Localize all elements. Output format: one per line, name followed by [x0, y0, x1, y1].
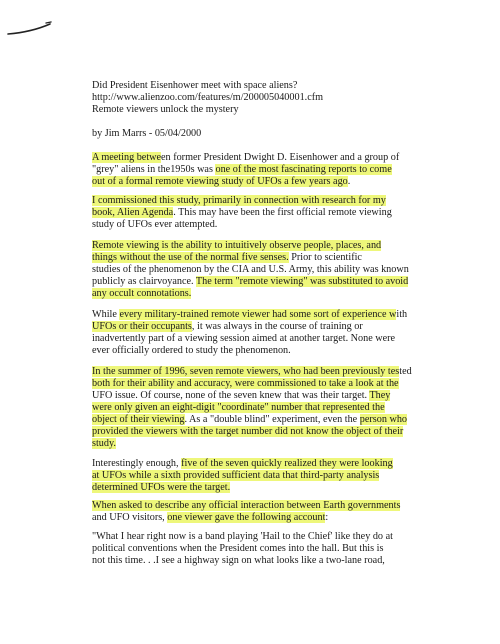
article-subtitle: Remote viewers unlock the mystery — [92, 104, 239, 115]
text-segment: political conventions when the President comes into the hall. But this is — [92, 543, 384, 554]
text-line — [92, 264, 412, 276]
text-line — [92, 207, 412, 219]
highlighted-text: were only given an eight-digit "coordinate" number that represented the — [92, 402, 385, 413]
text-line — [92, 470, 412, 482]
text-line — [92, 345, 412, 357]
highlighted-text: one of the most fascinating reports to come — [215, 164, 392, 175]
highlighted-text: things without the use of the normal five senses. — [92, 252, 289, 263]
highlighted-text: every military-trained remote viewer had some sort of experience w — [119, 309, 397, 320]
text-segment: publicly as clairvoyance. — [92, 276, 196, 287]
highlighted-text: When asked to describe any official interaction between Earth governments — [92, 500, 401, 511]
text-segment: en former President Dwight D. Eisenhower and a group of — [161, 152, 400, 163]
highlighted-text: In the summer of 1996, seven remote viewers, who had been previously tes — [92, 366, 400, 377]
text-line — [92, 333, 412, 345]
highlighted-text: one viewer gave the following account — [167, 512, 326, 523]
text-line — [92, 164, 412, 176]
text-line — [92, 219, 412, 231]
text-line — [92, 152, 412, 164]
text-segment: inadvertently part of a viewing session aimed at another target. None were — [92, 333, 396, 344]
text-line — [92, 240, 412, 252]
highlighted-text: UFOs or their occupants — [92, 321, 192, 332]
paragraph-7 — [92, 500, 412, 524]
text-line — [92, 512, 412, 524]
text-segment: UFO issue. Of course, none of the seven knew that was their target. — [92, 390, 370, 401]
text-line — [92, 482, 412, 494]
text-segment: study of UFOs ever attempted. — [92, 219, 218, 230]
text-line — [92, 288, 412, 300]
paragraph-3 — [92, 240, 412, 300]
text-line — [92, 426, 412, 438]
text-line — [92, 543, 412, 555]
text-line — [92, 438, 412, 450]
text-segment: and UFO visitors, — [92, 512, 168, 523]
text-line — [92, 252, 412, 264]
article-header — [92, 80, 412, 116]
paragraph-1 — [92, 152, 412, 188]
text-line — [92, 555, 412, 567]
highlighted-text: I commissioned this study, primarily in connection with research for my — [92, 195, 386, 206]
text-line — [92, 390, 412, 402]
text-segment: studies of the phenomenon by the CIA and U.S. Army, this ability was known — [92, 264, 409, 275]
paragraph-2 — [92, 195, 412, 231]
text-line — [92, 458, 412, 470]
highlighted-text: five of the seven quickly realized they were looking — [181, 458, 393, 469]
text-segment: "grey" aliens in the1950s was — [92, 164, 216, 175]
text-segment: "What I hear right now is a band playing 'Hail to the Chief' like they do at — [92, 531, 393, 542]
text-segment: , it was always in the course of training or — [191, 321, 363, 332]
text-line — [92, 321, 412, 333]
text-segment: ever officially ordered to study the phenomenon. — [92, 345, 291, 356]
highlighted-text: book, Alien Agenda — [92, 207, 174, 218]
article-title: Did President Eisenhower meet with space aliens? — [92, 80, 298, 91]
highlighted-text: A meeting betwe — [92, 152, 162, 163]
paragraph-5 — [92, 366, 412, 450]
highlighted-text: determined UFOs were the target. — [92, 482, 231, 493]
text-segment: While — [92, 309, 120, 320]
highlighted-text: object of their viewing — [92, 414, 185, 425]
text-segment: ith — [396, 309, 408, 320]
paragraph-6 — [92, 458, 412, 494]
text-segment: Interestingly enough, — [92, 458, 182, 469]
text-segment: Prior to scientific — [288, 252, 362, 263]
highlighted-text: Remote viewing is the ability to intuitively observe people, places, and — [92, 240, 382, 251]
text-line — [92, 276, 412, 288]
paragraph-8 — [92, 531, 412, 567]
highlighted-text: The term "remote viewing" was substituted to avoid — [195, 276, 409, 287]
text-line — [92, 402, 412, 414]
text-segment: not this time. . .I see a highway sign on what looks like a two-lane road, — [92, 555, 385, 566]
text-segment: ted — [399, 366, 412, 377]
highlighted-text: at UFOs while a sixth provided sufficient data that third-party analysis — [92, 470, 380, 481]
text-line — [92, 195, 412, 207]
highlighted-text: both for their ability and accuracy, were commissioned to take a look at the — [92, 378, 399, 389]
pen-stroke-mark — [6, 14, 54, 40]
text-segment: . — [347, 176, 351, 187]
highlighted-text: provided the viewers with the target number did not know the object of their — [92, 426, 404, 437]
highlighted-text: any occult connotations. — [92, 288, 192, 299]
paragraph-4 — [92, 309, 412, 357]
highlighted-text: They — [369, 390, 391, 401]
text-line — [92, 531, 412, 543]
highlighted-text: person who — [359, 414, 408, 425]
text-segment: . As a "double blind" experiment, even the — [184, 414, 360, 425]
text-line — [92, 176, 412, 188]
article-url: http://www.alienzoo.com/features/m/200005040001.cfm — [92, 92, 324, 103]
highlighted-text: study. — [92, 438, 116, 449]
text-line — [92, 414, 412, 426]
text-segment: . This may have been the first official remote viewing — [173, 207, 392, 218]
text-line — [92, 500, 412, 512]
byline: by Jim Marrs - 05/04/2000 — [92, 128, 202, 139]
text-line — [92, 366, 412, 378]
text-line — [92, 378, 412, 390]
text-line — [92, 309, 412, 321]
highlighted-text: out of a formal remote viewing study of UFOs a few years ago — [92, 176, 348, 187]
text-segment: : — [325, 512, 329, 523]
